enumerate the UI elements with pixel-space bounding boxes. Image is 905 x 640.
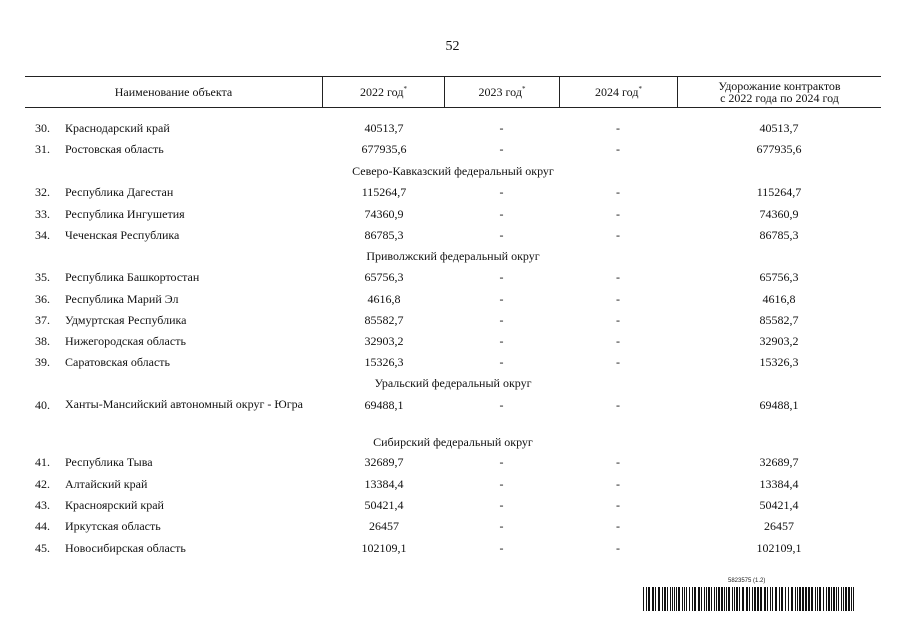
row-number: 41. (35, 455, 50, 469)
table-header (25, 76, 881, 108)
header-name-label: Наименование объекта (114, 85, 233, 99)
table-row (0, 291, 905, 307)
section-heading: Уральский федеральный округ (374, 376, 532, 390)
barcode-bar (664, 587, 666, 611)
barcode-bar (788, 587, 789, 611)
row-number: 40. (35, 398, 50, 412)
barcode-bar (676, 587, 677, 611)
barcode-bar (643, 587, 644, 611)
row-name: Ростовская область (65, 142, 164, 156)
barcode-bar (767, 587, 768, 611)
row-value-2024: - (616, 398, 620, 412)
header-cost-increase (677, 77, 881, 107)
row-value-2023: - (499, 121, 504, 135)
barcode-bar (795, 587, 796, 611)
row-value-2024: - (616, 185, 620, 199)
page-number: 52 (445, 39, 460, 54)
row-value-2024: - (616, 292, 620, 306)
row-value-2023: - (499, 398, 504, 412)
row-value-2022: 102109,1 (361, 541, 407, 555)
row-value-total: 74360,9 (759, 207, 799, 221)
row-value-total: 4616,8 (762, 292, 796, 306)
barcode-bar (721, 587, 723, 611)
barcode-bar (716, 587, 717, 611)
row-number: 35. (35, 270, 50, 284)
row-value-total: 40513,7 (759, 121, 799, 135)
row-value-total: 32903,2 (759, 334, 799, 348)
row-value-2022: 13384,4 (364, 477, 404, 491)
row-name: Иркутская область (65, 519, 161, 533)
barcode-bar (754, 587, 756, 611)
header-2022 (322, 77, 444, 107)
row-name: Ханты-Мансийский автономный округ - Югра (65, 397, 303, 411)
barcode-bar (718, 587, 720, 611)
barcode-bar (648, 587, 650, 611)
row-name: Удмуртская Республика (65, 313, 187, 327)
row-value-total: 102109,1 (756, 541, 802, 555)
row-value-2024: - (616, 313, 620, 327)
barcode-bar (799, 587, 801, 611)
row-value-total: 26457 (764, 519, 794, 533)
barcode-bar (760, 587, 762, 611)
row-value-2023: - (499, 228, 504, 242)
row-value-2022: 69488,1 (364, 398, 404, 412)
barcode-bar (674, 587, 675, 611)
row-value-2023: - (499, 334, 504, 348)
section-heading: Северо-Кавказский федеральный округ (352, 164, 554, 178)
header-cost-line1: Удорожание контрактов (718, 79, 841, 93)
row-number: 33. (35, 207, 50, 221)
barcode-bar (764, 587, 766, 611)
barcode-bar (853, 587, 854, 611)
barcode-bar (757, 587, 759, 611)
barcode-bar (828, 587, 830, 611)
row-value-2022: 85582,7 (364, 313, 404, 327)
row-value-2023: - (499, 185, 504, 199)
barcode-bar (655, 587, 656, 611)
table-row (0, 141, 905, 157)
row-name: Красноярский край (65, 498, 164, 512)
row-value-2022: 4616,8 (367, 292, 401, 306)
row-name: Республика Марий Эл (65, 292, 179, 306)
header-2024-asterisk: * (638, 85, 642, 93)
barcode-bar (694, 587, 696, 611)
row-value-2022: 32903,2 (364, 334, 404, 348)
row-value-total: 69488,1 (759, 398, 799, 412)
header-2022-label: 2022 год (360, 85, 404, 99)
row-value-2023: - (499, 207, 504, 221)
barcode-bar (726, 587, 727, 611)
header-2023 (444, 77, 559, 107)
table-row (0, 454, 905, 470)
barcode-bar (833, 587, 835, 611)
header-2024 (559, 77, 677, 107)
barcode-bar (797, 587, 798, 611)
row-value-total: 13384,4 (759, 477, 799, 491)
barcode-bar (728, 587, 730, 611)
barcode-bar (698, 587, 700, 611)
row-name: Республика Башкортостан (65, 270, 200, 284)
row-value-2022: 26457 (369, 519, 399, 533)
header-2022-asterisk: * (403, 85, 407, 93)
barcode-bar (779, 587, 780, 611)
row-number: 32. (35, 185, 50, 199)
barcode-label: 5823575 (1.2) (728, 578, 766, 584)
row-value-2022: 65756,3 (364, 270, 404, 284)
header-2024-label: 2024 год (595, 85, 639, 99)
row-number: 42. (35, 477, 50, 491)
barcode-bar (826, 587, 827, 611)
row-value-2022: 74360,9 (364, 207, 404, 221)
table-row (0, 312, 905, 328)
table-row (0, 120, 905, 136)
barcode-bar (689, 587, 690, 611)
table-row (0, 497, 905, 513)
barcode-bar (658, 587, 660, 611)
row-value-2024: - (616, 477, 620, 491)
table-row (0, 518, 905, 534)
barcode-bar (811, 587, 813, 611)
barcode-bar (817, 587, 818, 611)
barcode-bar (701, 587, 702, 611)
row-value-2023: - (499, 313, 504, 327)
row-name: Новосибирская область (65, 541, 186, 555)
row-number: 44. (35, 519, 50, 533)
row-name: Нижегородская область (65, 334, 186, 348)
barcode-bar (708, 587, 710, 611)
barcode-bar (739, 587, 740, 611)
barcode-bar (670, 587, 671, 611)
row-number: 38. (35, 334, 50, 348)
row-value-total: 85582,7 (759, 313, 799, 327)
header-cost-line2: с 2022 года по 2024 год (720, 91, 839, 105)
barcode-bar (662, 587, 663, 611)
header-name (25, 77, 322, 107)
barcode-bar (686, 587, 687, 611)
row-name: Чеченская Республика (65, 228, 180, 242)
barcode-bar (802, 587, 804, 611)
barcode-bar (646, 587, 647, 611)
row-value-2024: - (616, 498, 620, 512)
barcode-bar (672, 587, 673, 611)
barcode-bar (831, 587, 832, 611)
barcode-bar (706, 587, 707, 611)
row-number: 34. (35, 228, 50, 242)
barcode-bar (742, 587, 744, 611)
barcode-bar (732, 587, 733, 611)
barcode-bar (692, 587, 693, 611)
row-value-2022: 15326,3 (364, 355, 404, 369)
table-row (0, 540, 905, 556)
row-value-total: 15326,3 (759, 355, 799, 369)
row-name: Республика Ингушетия (65, 207, 185, 221)
table-row (0, 354, 905, 370)
row-value-2024: - (616, 541, 620, 555)
barcode-bar (682, 587, 683, 611)
barcode-bar (805, 587, 807, 611)
barcode-bar (785, 587, 786, 611)
barcode-bar (836, 587, 837, 611)
barcode-bar (808, 587, 810, 611)
row-value-total: 115264,7 (756, 185, 802, 199)
row-number: 37. (35, 313, 50, 327)
row-number: 45. (35, 541, 50, 555)
barcode-bar (838, 587, 839, 611)
row-number: 31. (35, 142, 50, 156)
row-number: 36. (35, 292, 50, 306)
row-value-2024: - (616, 142, 620, 156)
header-2023-asterisk: * (521, 85, 526, 93)
row-value-2024: - (616, 121, 620, 135)
barcode-bar (714, 587, 715, 611)
row-value-2023: - (499, 270, 504, 284)
barcode-bar (843, 587, 844, 611)
row-value-2022: 86785,3 (364, 228, 404, 242)
barcode-bar (652, 587, 654, 611)
barcode-bar (819, 587, 821, 611)
row-name: Алтайский край (65, 477, 148, 491)
barcode-bar (667, 587, 668, 611)
row-value-total: 32689,7 (759, 455, 799, 469)
barcode-bar (678, 587, 680, 611)
barcode-bar (845, 587, 847, 611)
row-number: 43. (35, 498, 50, 512)
barcode-bar (791, 587, 793, 611)
barcode-bar (823, 587, 824, 611)
row-value-2022: 32689,7 (364, 455, 404, 469)
row-value-2024: - (616, 270, 620, 284)
row-value-2023: - (499, 477, 504, 491)
barcode-bar (746, 587, 748, 611)
barcode-bar (711, 587, 712, 611)
row-value-2024: - (616, 455, 620, 469)
section-heading: Приволжский федеральный округ (366, 249, 540, 263)
row-value-2023: - (499, 455, 504, 469)
barcode-bar (734, 587, 735, 611)
row-name: Республика Тыва (65, 455, 153, 469)
row-number: 39. (35, 355, 50, 369)
row-value-2022: 115264,7 (361, 185, 407, 199)
barcode-bar (775, 587, 777, 611)
table-row (0, 476, 905, 492)
barcode-bar (736, 587, 738, 611)
barcode-bar (704, 587, 705, 611)
row-value-2024: - (616, 228, 620, 242)
table-row (0, 206, 905, 222)
table-row (0, 184, 905, 200)
row-value-2024: - (616, 519, 620, 533)
row-value-2023: - (499, 541, 504, 555)
row-name: Саратовская область (65, 355, 171, 369)
section-heading: Сибирский федеральный округ (373, 435, 533, 449)
row-value-2023: - (499, 498, 504, 512)
header-2023-label: 2023 год (478, 85, 522, 99)
row-value-2022: 40513,7 (364, 121, 404, 135)
row-name: Республика Дагестан (65, 185, 174, 199)
row-value-2023: - (499, 355, 504, 369)
row-value-total: 50421,4 (759, 498, 799, 512)
barcode-image (643, 587, 857, 611)
barcode-bar (724, 587, 725, 611)
barcode-bar (684, 587, 685, 611)
barcode-bar (772, 587, 773, 611)
row-value-2022: 50421,4 (364, 498, 404, 512)
barcode-bar (848, 587, 850, 611)
row-value-total: 677935,6 (756, 142, 802, 156)
barcode-bar (851, 587, 852, 611)
barcode-bar (752, 587, 753, 611)
barcode-bar (841, 587, 842, 611)
barcode-bar (781, 587, 783, 611)
barcode-bar (749, 587, 750, 611)
table-row (0, 333, 905, 349)
row-name: Краснодарский край (65, 121, 170, 135)
row-value-total: 86785,3 (759, 228, 799, 242)
row-number: 30. (35, 121, 50, 135)
row-value-2024: - (616, 207, 620, 221)
barcode-bar (770, 587, 771, 611)
row-value-2024: - (616, 334, 620, 348)
table-row (0, 269, 905, 285)
row-value-total: 65756,3 (759, 270, 799, 284)
table-row (0, 397, 905, 413)
row-value-2023: - (499, 519, 504, 533)
row-value-2023: - (499, 142, 504, 156)
table-row (0, 227, 905, 243)
barcode-bar (815, 587, 816, 611)
row-value-2022: 677935,6 (361, 142, 407, 156)
row-value-2024: - (616, 355, 620, 369)
row-value-2023: - (499, 292, 504, 306)
